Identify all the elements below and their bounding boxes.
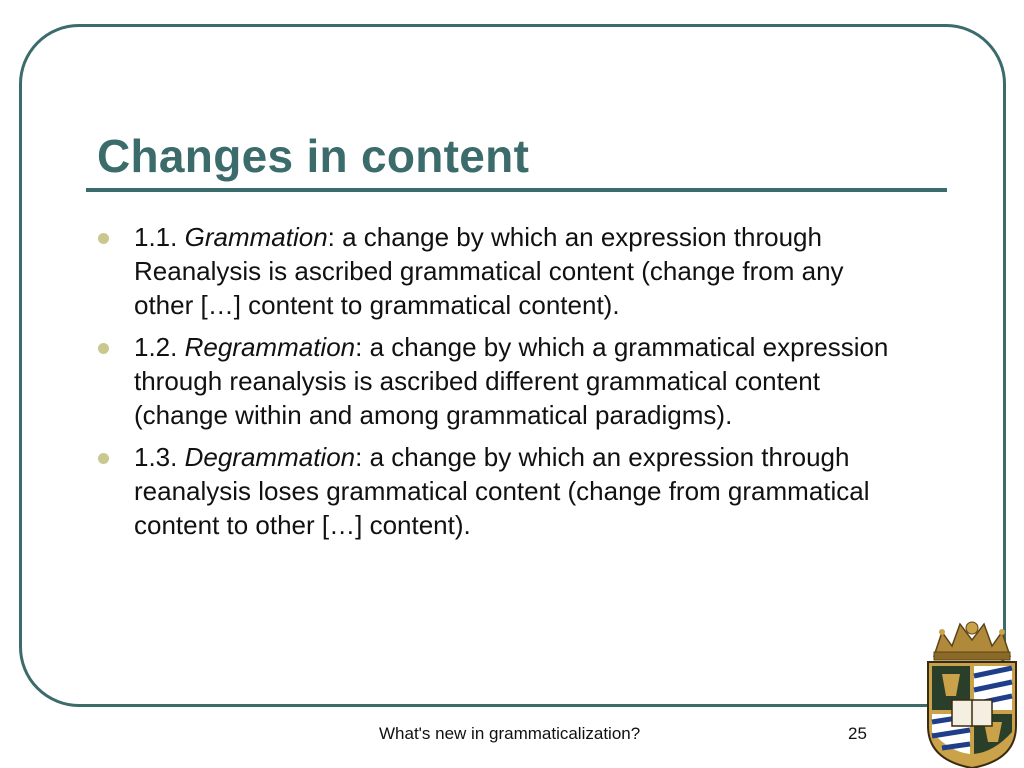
- bullet-text: [134, 440, 898, 542]
- page-number: 25: [848, 724, 867, 743]
- bullet-dot-icon: [98, 233, 109, 244]
- bullet-item-regrammation: [98, 330, 898, 432]
- bullet-definition: : a change by which an expression through reanalysis loses grammatical content (change from grammatical content to other […] content).: [134, 442, 870, 540]
- bullet-number: 1.1.: [134, 222, 178, 252]
- bullet-text: [134, 220, 898, 322]
- bullet-item-grammation: [98, 220, 898, 322]
- title-underline: [86, 188, 947, 192]
- bullet-number: 1.3.: [134, 442, 178, 472]
- bullet-term: Regrammation: [184, 332, 356, 362]
- bullet-text: [134, 330, 898, 432]
- bullet-dot-icon: [98, 343, 109, 354]
- bullet-list: [98, 220, 898, 550]
- slide-footer: What's new in grammaticalization?: [379, 724, 641, 743]
- bullet-term: Grammation: [184, 222, 328, 252]
- slide-title: Changes in content: [97, 130, 530, 182]
- university-coat-of-arms-icon: [922, 614, 1022, 768]
- bullet-item-degrammation: [98, 440, 898, 542]
- bullet-term: Degrammation: [184, 442, 356, 472]
- bullet-dot-icon: [98, 453, 109, 464]
- bullet-number: 1.2.: [134, 332, 178, 362]
- bullet-definition: : a change by which an expression through Reanalysis is ascribed grammatical content (change from any other […] content to grammatical content).: [134, 222, 844, 320]
- crown-icon: [934, 622, 1010, 660]
- bullet-definition: : a change by which a grammatical expression through reanalysis is ascribed different grammatical content (change within and among grammatical paradigms).: [134, 332, 889, 430]
